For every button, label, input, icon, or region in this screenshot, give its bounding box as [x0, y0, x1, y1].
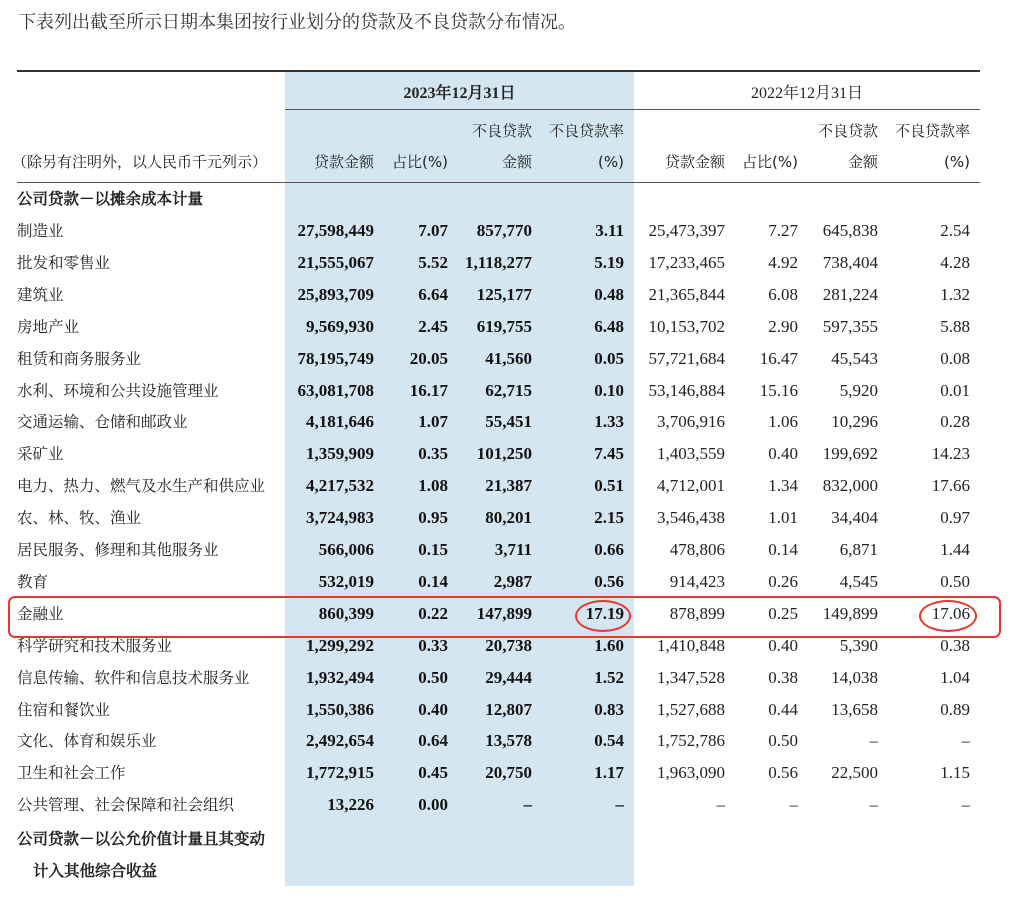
- npl-rate-2022: 0.28: [940, 412, 970, 431]
- npl-rate-2022: 1.44: [940, 540, 970, 559]
- npl-rate-2023: 0.48: [594, 285, 624, 304]
- ratio-2022: 4.92: [768, 253, 798, 272]
- industry-name: 卫生和社会工作: [17, 764, 126, 782]
- loan-amount-2023: 4,181,646: [306, 412, 374, 431]
- npl-rate-header-2023: 不良贷款率: [548, 122, 624, 140]
- npl-rate-2023-circle: [575, 600, 631, 632]
- ratio-2022: 0.44: [768, 700, 798, 719]
- npl-amount-2023: 41,560: [485, 349, 532, 368]
- industry-name: 采矿业: [17, 445, 64, 463]
- loan-amount-2022: 25,473,397: [648, 221, 725, 240]
- npl-rate-2023: 0.10: [594, 381, 624, 400]
- npl-amount-2022: –: [869, 731, 878, 750]
- npl-rate-2023: 3.11: [595, 221, 624, 240]
- ratio-2022: 0.40: [768, 444, 798, 463]
- ratio-2022: 0.56: [768, 763, 798, 782]
- npl-header-2023: 不良贷款: [471, 122, 532, 140]
- industry-name: 建筑业: [17, 286, 64, 304]
- loan-amount-2023: 25,893,709: [297, 285, 374, 304]
- npl-amount-2022: 34,404: [831, 508, 878, 527]
- npl-rate-2022: 0.97: [940, 508, 970, 527]
- ratio-header-2022: 占比(%): [742, 153, 798, 171]
- npl-amount-2022: 738,404: [822, 253, 878, 272]
- industry-name: 批发和零售业: [17, 254, 111, 272]
- ratio-2023: 6.64: [418, 285, 448, 304]
- npl-rate-2022: 4.28: [940, 253, 970, 272]
- loan-amount-2022: 1,752,786: [657, 731, 725, 750]
- npl-amount-2023: 619,755: [476, 317, 532, 336]
- industry-name: 制造业: [17, 222, 64, 240]
- period-rule-2022: [634, 109, 980, 110]
- npl-amount-2022: 281,224: [822, 285, 878, 304]
- npl-amount-header-2023: 金额: [501, 153, 532, 171]
- loan-amount-2022: 1,347,528: [657, 668, 725, 687]
- npl-rate-2023: 1.52: [594, 668, 624, 687]
- loan-amount-2023: 1,299,292: [306, 636, 374, 655]
- npl-amount-2022: 22,500: [831, 763, 878, 782]
- industry-name: 房地产业: [17, 318, 80, 336]
- loan-amount-2022: 53,146,884: [648, 381, 725, 400]
- header-bottom-rule: [17, 182, 980, 183]
- loan-amount-2023: 1,932,494: [306, 668, 374, 687]
- npl-amount-2023: 1,118,277: [464, 253, 532, 272]
- ratio-2022: 1.34: [768, 476, 798, 495]
- industry-name: 农、林、牧、渔业: [17, 509, 142, 527]
- section-fvoci-line2: 计入其他综合收益: [33, 862, 158, 880]
- ratio-2023: 0.45: [418, 763, 448, 782]
- industry-name: 金融业: [17, 605, 64, 623]
- npl-rate-2022: 1.15: [940, 763, 970, 782]
- npl-rate-2023: 1.60: [594, 636, 624, 655]
- ratio-2022: 0.25: [768, 604, 798, 623]
- npl-rate-2022: 0.01: [940, 381, 970, 400]
- loan-amount-2022: 1,403,559: [657, 444, 725, 463]
- industry-name: 居民服务、修理和其他服务业: [17, 541, 219, 559]
- npl-rate-2023: 7.45: [594, 444, 624, 463]
- ratio-2022: 0.38: [768, 668, 798, 687]
- loan-amount-2022: 914,423: [669, 572, 725, 591]
- npl-rate-unit-2022: (%): [944, 153, 970, 171]
- npl-amount-2022: –: [869, 795, 878, 814]
- loan-amount-2022: –: [716, 795, 725, 814]
- ratio-2022: 1.06: [768, 412, 798, 431]
- npl-rate-2022: 0.89: [940, 700, 970, 719]
- ratio-2022: 0.26: [768, 572, 798, 591]
- npl-rate-unit-2023: (%): [598, 153, 624, 171]
- loan-amount-2023: 21,555,067: [297, 253, 374, 272]
- npl-rate-2022: –: [961, 795, 970, 814]
- npl-rate-2022: 17.06: [931, 604, 970, 623]
- unit-note: （除另有注明外，以人民币千元列示）: [12, 153, 268, 171]
- industry-name: 文化、体育和娱乐业: [17, 732, 157, 750]
- industry-name: 信息传输、软件和信息技术服务业: [17, 669, 250, 687]
- ratio-2023: 16.17: [409, 381, 448, 400]
- npl-amount-2022: 597,355: [822, 317, 878, 336]
- loan-amount-2022: 1,410,848: [657, 636, 725, 655]
- ratio-2023: 0.95: [418, 508, 448, 527]
- loan-amount-2023: 1,359,909: [306, 444, 374, 463]
- industry-name: 水利、环境和公共设施管理业: [17, 382, 219, 400]
- loan-amount-2023: 4,217,532: [306, 476, 374, 495]
- npl-rate-2022: 0.38: [940, 636, 970, 655]
- ratio-2023: 0.00: [418, 795, 448, 814]
- loan-amount-2022: 17,233,465: [648, 253, 725, 272]
- npl-rate-2022: –: [961, 731, 970, 750]
- npl-rate-2023: 0.83: [594, 700, 624, 719]
- npl-amount-2023: 125,177: [476, 285, 532, 304]
- npl-rate-2023: 17.19: [585, 604, 624, 623]
- npl-amount-2023: 62,715: [485, 381, 532, 400]
- npl-rate-2022: 0.50: [940, 572, 970, 591]
- industry-name: 公共管理、社会保障和社会组织: [17, 796, 235, 814]
- npl-amount-2023: 20,750: [485, 763, 532, 782]
- npl-rate-2023: 6.48: [594, 317, 624, 336]
- ratio-2023: 20.05: [409, 349, 448, 368]
- npl-header-2022: 不良贷款: [817, 122, 878, 140]
- industry-name: 教育: [17, 573, 49, 591]
- loan-amount-2022: 878,899: [669, 604, 725, 623]
- ratio-2022: 0.40: [768, 636, 798, 655]
- npl-rate-2023: 0.05: [594, 349, 624, 368]
- npl-amount-2022: 45,543: [831, 349, 878, 368]
- loan-amount-2022: 10,153,702: [648, 317, 725, 336]
- industry-name: 住宿和餐饮业: [17, 701, 111, 719]
- ratio-2022: 1.01: [768, 508, 798, 527]
- loan-amount-2023: 3,724,983: [306, 508, 374, 527]
- ratio-2023: 0.64: [418, 731, 448, 750]
- npl-amount-2023: 2,987: [493, 572, 532, 591]
- npl-rate-2022: 14.23: [931, 444, 970, 463]
- npl-amount-header-2022: 金额: [847, 153, 878, 171]
- npl-rate-2023: 0.54: [594, 731, 624, 750]
- industry-name: 交通运输、仓储和邮政业: [17, 413, 188, 431]
- loan-amount-2022: 478,806: [669, 540, 725, 559]
- ratio-2023: 5.52: [418, 253, 448, 272]
- npl-rate-2023: –: [615, 795, 624, 814]
- npl-amount-2022: 13,658: [831, 700, 878, 719]
- loan-amount-2023: 63,081,708: [297, 381, 374, 400]
- industry-name: 租赁和商务服务业: [17, 350, 142, 368]
- npl-amount-2023: 80,201: [485, 508, 532, 527]
- ratio-2022: 6.08: [768, 285, 798, 304]
- npl-amount-2023: 147,899: [476, 604, 532, 623]
- ratio-2023: 0.22: [418, 604, 448, 623]
- npl-amount-2023: 3,711: [494, 540, 532, 559]
- loan-amount-2022: 21,365,844: [648, 285, 725, 304]
- npl-rate-2023: 1.33: [594, 412, 624, 431]
- npl-amount-2022: 645,838: [822, 221, 878, 240]
- npl-amount-2023: 13,578: [485, 731, 532, 750]
- npl-amount-2023: 857,770: [476, 221, 532, 240]
- npl-rate-2022: 1.32: [940, 285, 970, 304]
- ratio-2023: 1.07: [418, 412, 448, 431]
- loan-amount-2023: 1,772,915: [306, 763, 374, 782]
- loan-amount-2022: 3,546,438: [657, 508, 725, 527]
- loan-amount-2023: 78,195,749: [297, 349, 374, 368]
- ratio-2022: 0.14: [768, 540, 798, 559]
- loan-amount-2023: 860,399: [318, 604, 374, 623]
- npl-rate-2022: 5.88: [940, 317, 970, 336]
- npl-amount-2023: –: [523, 795, 532, 814]
- npl-rate-2023: 0.66: [594, 540, 624, 559]
- period-rule-2023: [285, 109, 634, 110]
- npl-amount-2022: 5,390: [839, 636, 878, 655]
- ratio-2023: 0.14: [418, 572, 448, 591]
- loan-amount-2023: 2,492,654: [306, 731, 374, 750]
- npl-rate-2022: 0.08: [940, 349, 970, 368]
- loan-amount-header-2023: 贷款金额: [313, 153, 374, 171]
- loan-amount-2023: 532,019: [318, 572, 374, 591]
- npl-amount-2023: 21,387: [485, 476, 532, 495]
- industry-name: 电力、热力、燃气及水生产和供应业: [17, 477, 266, 495]
- loan-amount-2022: 57,721,684: [648, 349, 725, 368]
- npl-rate-2022: 1.04: [940, 668, 970, 687]
- npl-amount-2022: 6,871: [839, 540, 878, 559]
- top-rule: [17, 70, 980, 72]
- ratio-2022: 15.16: [759, 381, 798, 400]
- industry-name: 科学研究和技术服务业: [17, 637, 173, 655]
- finance-row-highlight-box: [8, 596, 1001, 638]
- ratio-header-2023: 占比(%): [392, 153, 448, 171]
- npl-rate-2022-circle: [919, 600, 977, 632]
- npl-amount-2023: 12,807: [485, 700, 532, 719]
- npl-rate-2022: 17.66: [931, 476, 970, 495]
- npl-rate-2023: 0.51: [594, 476, 624, 495]
- ratio-2023: 0.50: [418, 668, 448, 687]
- npl-amount-2022: 832,000: [822, 476, 878, 495]
- npl-amount-2022: 14,038: [831, 668, 878, 687]
- ratio-2022: 7.27: [768, 221, 798, 240]
- loan-amount-2022: 3,706,916: [657, 412, 725, 431]
- ratio-2023: 0.33: [418, 636, 448, 655]
- ratio-2022: 0.50: [768, 731, 798, 750]
- npl-amount-2022: 4,545: [839, 572, 878, 591]
- ratio-2022: 16.47: [759, 349, 798, 368]
- section-fvoci-line1: 公司贷款－以公允价值计量且其变动: [17, 830, 266, 848]
- loan-amount-2023: 9,569,930: [306, 317, 374, 336]
- npl-rate-header-2022: 不良贷款率: [894, 122, 970, 140]
- period-2023-label: 2023年12月31日: [403, 85, 516, 102]
- section-amortized-cost: 公司贷款－以摊余成本计量: [17, 190, 204, 208]
- npl-amount-2022: 149,899: [822, 604, 878, 623]
- loan-amount-header-2022: 贷款金额: [664, 153, 725, 171]
- ratio-2022: 2.90: [768, 317, 798, 336]
- npl-rate-2022: 2.54: [940, 221, 970, 240]
- npl-amount-2022: 199,692: [822, 444, 878, 463]
- npl-amount-2023: 20,738: [485, 636, 532, 655]
- npl-rate-2023: 0.56: [594, 572, 624, 591]
- npl-amount-2023: 55,451: [485, 412, 532, 431]
- loan-amount-2023: 13,226: [327, 795, 374, 814]
- ratio-2023: 0.15: [418, 540, 448, 559]
- ratio-2023: 2.45: [418, 317, 448, 336]
- npl-rate-2023: 5.19: [594, 253, 624, 272]
- npl-rate-2023: 2.15: [594, 508, 624, 527]
- loan-amount-2022: 4,712,001: [657, 476, 725, 495]
- ratio-2023: 1.08: [418, 476, 448, 495]
- npl-rate-2023: 1.17: [594, 763, 624, 782]
- ratio-2022: –: [789, 795, 798, 814]
- ratio-2023: 7.07: [418, 221, 448, 240]
- ratio-2023: 0.35: [418, 444, 448, 463]
- loan-amount-2023: 1,550,386: [306, 700, 374, 719]
- npl-amount-2023: 101,250: [476, 444, 532, 463]
- npl-amount-2022: 5,920: [839, 381, 878, 400]
- loan-amount-2022: 1,527,688: [657, 700, 725, 719]
- loan-amount-2023: 27,598,449: [297, 221, 374, 240]
- ratio-2023: 0.40: [418, 700, 448, 719]
- npl-amount-2022: 10,296: [831, 412, 878, 431]
- intro-text: 下表列出截至所示日期本集团按行业划分的贷款及不良贷款分布情况。: [18, 12, 576, 33]
- loan-amount-2023: 566,006: [318, 540, 374, 559]
- loan-amount-2022: 1,963,090: [657, 763, 725, 782]
- npl-amount-2023: 29,444: [485, 668, 532, 687]
- period-2022-label: 2022年12月31日: [750, 85, 863, 102]
